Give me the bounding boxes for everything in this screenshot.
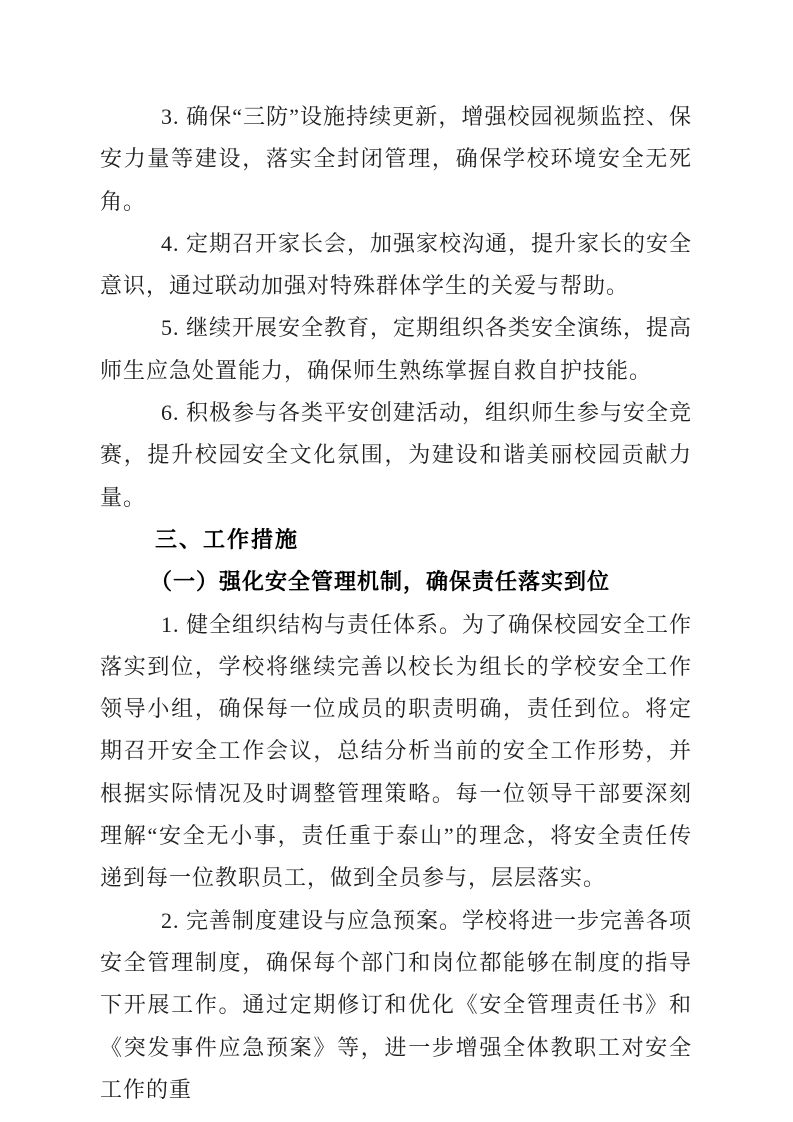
section-heading: 三、工作措施 <box>155 526 300 552</box>
document-content <box>100 96 692 1111</box>
numbered-item-4: 4. 定期召开家长会，加强家校沟通，提升家长的安全意识，通过联动加强对特殊群体学生的关爱与帮助。 <box>100 230 693 299</box>
subsection-heading: （一）强化安全管理机制，确保责任落实到位 <box>150 569 611 595</box>
numbered-item-2: 2. 完善制度建设与应急预案。学校将进一步完善各项安全管理制度，确保每个部门和岗位都能够在制度的指导下开展工作。通过定期修订和优化《安全管理责任书》和《突发事件应急预案》等，进一步增强全体教职工对安全工作的重 <box>100 907 693 1102</box>
numbered-item-5: 5. 继续开展安全教育，定期组织各类安全演练，提高师生应急处置能力，确保师生熟练掌握自救自护技能。 <box>100 315 693 383</box>
numbered-item-3: 3. 确保“三防”设施持续更新，增强校园视频监控、保安力量等建设，落实全封闭管理，确保学校环境安全无死角。 <box>100 104 692 214</box>
numbered-item-6: 6. 积极参与各类平安创建活动，组织师生参与安全竞赛，提升校园安全文化氛围，为建设和谐美丽校园贡献力量。 <box>100 400 693 510</box>
numbered-item-1: 1. 健全组织结构与责任体系。为了确保校园安全工作落实到位，学校将继续完善以校长为组长的学校安全工作领导小组，确保每一位成员的职责明确，责任到位。将定期召开安全工作会议，总结分析当前的安全工作形势，并根据实际情况及时调整管理策略。每一位领导干部要深刻理解“安全无小事，责任重于泰山”的理念，将安全责任传递到每一位教职员工，做到全员参与，层层落实。 <box>100 611 693 891</box>
